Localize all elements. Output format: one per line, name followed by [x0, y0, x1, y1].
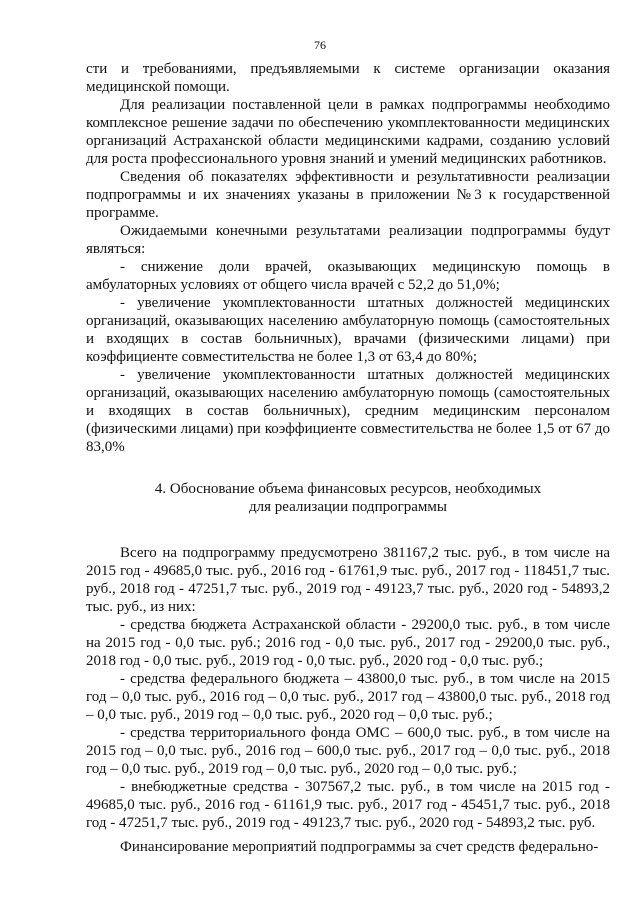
paragraph-continuation: сти и требованиями, предъявляемыми к системе организации оказания медицинской помощи.: [86, 61, 610, 95]
list-item-result-2: - увеличение укомплектованности штатных должностей медицинских организаций, оказывающих населению амбулаторную помощь (самостоятельных и входящих в состав больничных), врачами (физическими лицами) при коэффициенте совместительства не более 1,3 от 63,4 до 80%;: [86, 295, 610, 365]
list-item-oms-fund: - средства территориального фонда ОМС – 600,0 тыс. руб., в том числе на 2015 год – 0,0 тыс. руб., 2016 год – 600,0 тыс. руб., 2017 год – 0,0 тыс. руб., 2018 год – 0,0 тыс. руб., 2019 год – 0,0 тыс. руб., 2020 год – 0,0 тыс. руб.;: [86, 725, 610, 777]
section-heading-line-1: 4. Обоснование объема финансовых ресурсов, необходимых: [154, 481, 542, 497]
paragraph-indicators: Сведения об показателях эффективности и результативности реализации подпрограммы и их значениях указаны в приложении №3 к государственной программе.: [86, 169, 610, 221]
paragraph-total-funding: Всего на подпрограмму предусмотрено 381167,2 тыс. руб., в том числе на 2015 год - 49685,0 тыс. руб., 2016 год - 61761,9 тыс. руб., 2017 год - 118451,7 тыс. руб., 2018 год - 47251,7 тыс. руб., 2019 год - 49123,7 тыс. руб., 2020 год - 54893,2 тыс. руб., из них:: [86, 545, 610, 615]
page-number: 76: [314, 38, 326, 52]
list-item-federal-budget: - средства федерального бюджета – 43800,0 тыс. руб., в том числе на 2015 год – 0,0 тыс. руб., 2016 год – 0,0 тыс. руб., 2017 год – 43800,0 тыс. руб., 2018 год – 0,0 тыс. руб., 2019 год – 0,0 тыс. руб., 2020 год – 0,0 тыс. руб.;: [86, 671, 610, 723]
paragraph-financing-continuation: Финансирование мероприятий подпрограммы за счет средств федерально-: [120, 839, 599, 855]
list-item-result-3: - увеличение укомплектованности штатных должностей медицинских организаций, оказывающих населению амбулаторную помощь (самостоятельных и входящих в состав больничных), средним медицинским персоналом (физическими лицами) при коэффициенте совместительства не более 1,5 от 67 до 83,0%: [86, 367, 610, 455]
list-item-result-1: - снижение доли врачей, оказывающих медицинскую помощь в амбулаторных условиях от общего числа врачей с 52,2 до 51,0%;: [86, 259, 610, 293]
section-heading: [86, 480, 610, 516]
paragraph-expected-results: Ожидаемыми конечными результатами реализации подпрограммы будут являться:: [86, 223, 610, 257]
body-text: [86, 60, 610, 856]
list-item-extrabudgetary: - внебюджетные средства - 307567,2 тыс. руб., в том числе на 2015 год - 49685,0 тыс. руб., 2016 год - 61161,9 тыс. руб., 2017 год - 45451,7 тыс. руб., 2018 год - 47251,7 тыс. руб., 2019 год - 49123,7 тыс. руб., 2020 год - 54893,2 тыс. руб.: [86, 779, 610, 831]
section-heading-line-2: для реализации подпрограммы: [249, 499, 447, 515]
paragraph-goal: Для реализации поставленной цели в рамках подпрограммы необходимо комплексное решение задачи по обеспечению укомплектованности медицинских организаций Астраханской области медицинскими кадрами, созданию условий для роста профессионального уровня знаний и умений медицинских работников.: [86, 97, 610, 167]
list-item-regional-budget: - средства бюджета Астраханской области - 29200,0 тыс. руб., в том числе на 2015 год - 0,0 тыс. руб.; 2016 год - 0,0 тыс. руб., 2017 год - 29200,0 тыс. руб., 2018 год - 0,0 тыс. руб., 2019 год - 0,0 тыс. руб., 2020 год - 0,0 тыс. руб.;: [86, 617, 610, 669]
